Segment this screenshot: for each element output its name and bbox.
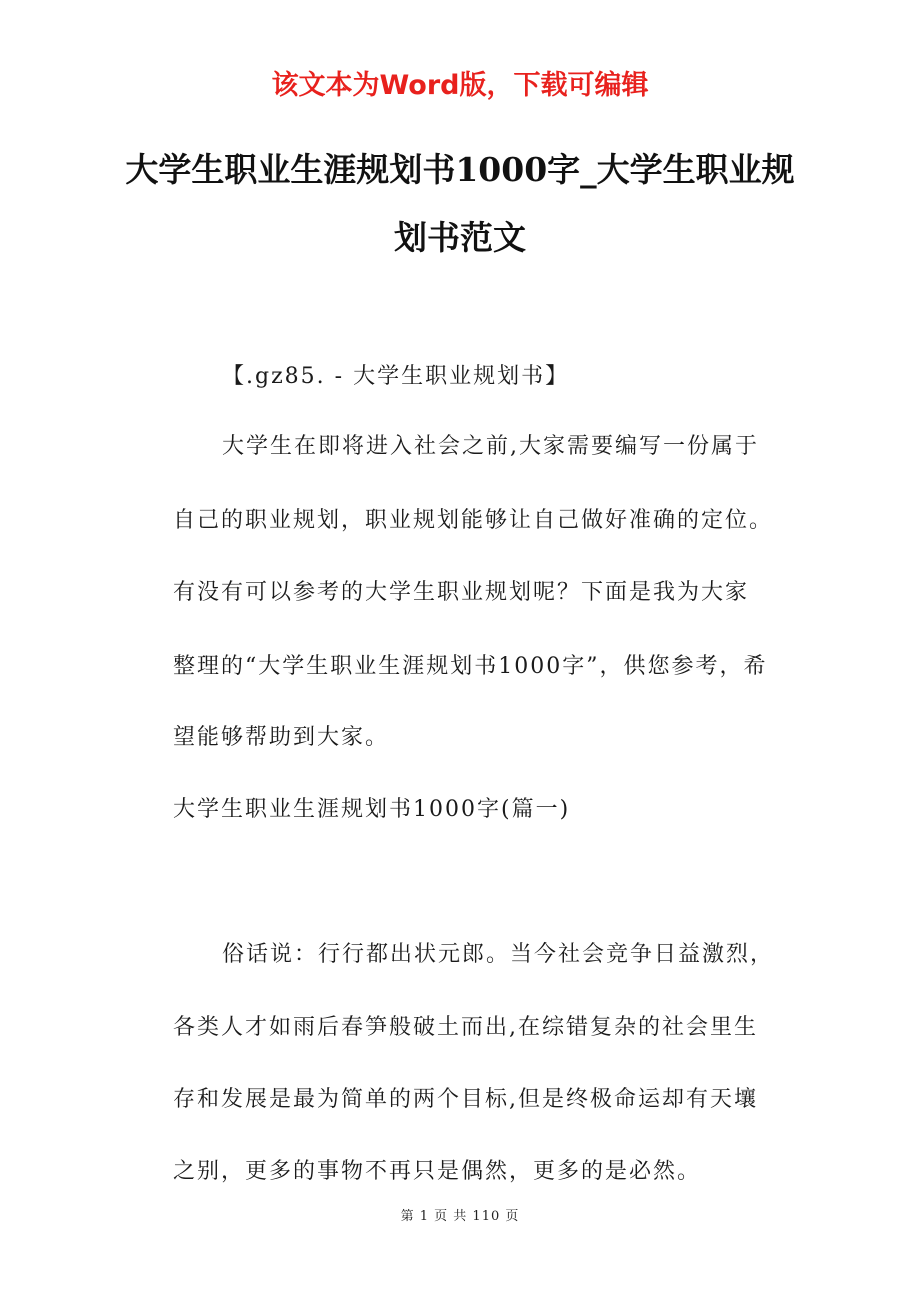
document-title: 大学生职业生涯规划书1000字_大学生职业规划书范文	[125, 150, 795, 257]
source-tag: 【.gz85. - 大学生职业规划书】	[222, 364, 570, 389]
paragraph-line-4: 之别，更多的事物不再只是偶然，更多的是必然。	[173, 1159, 702, 1184]
paragraph-line-1: 俗话说：行行都出状元郎。当今社会竞争日益激烈，	[222, 942, 775, 967]
intro-line-1: 大学生在即将进入社会之前,大家需要编写一份属于	[222, 434, 759, 459]
page-footer: 第 1 页 共 110 页	[400, 1209, 520, 1224]
intro-line-2: 自己的职业规划，职业规划能够让自己做好准确的定位。	[173, 508, 774, 533]
paragraph-line-3: 存和发展是最为简单的两个目标,但是终极命运却有天壤	[173, 1087, 758, 1112]
intro-line-4: 整理的“大学生职业生涯规划书1000字”，供您参考，希	[173, 654, 768, 679]
paragraph-line-2: 各类人才如雨后春笋般破土而出,在综错复杂的社会里生	[173, 1015, 758, 1040]
intro-line-5: 望能够帮助到大家。	[173, 725, 390, 750]
download-banner: 该文本为Word版，下载可编辑	[271, 70, 649, 101]
intro-line-3: 有没有可以参考的大学生职业规划呢？下面是我为大家	[173, 580, 750, 605]
section-heading: 大学生职业生涯规划书1000字(篇一)	[173, 797, 571, 822]
